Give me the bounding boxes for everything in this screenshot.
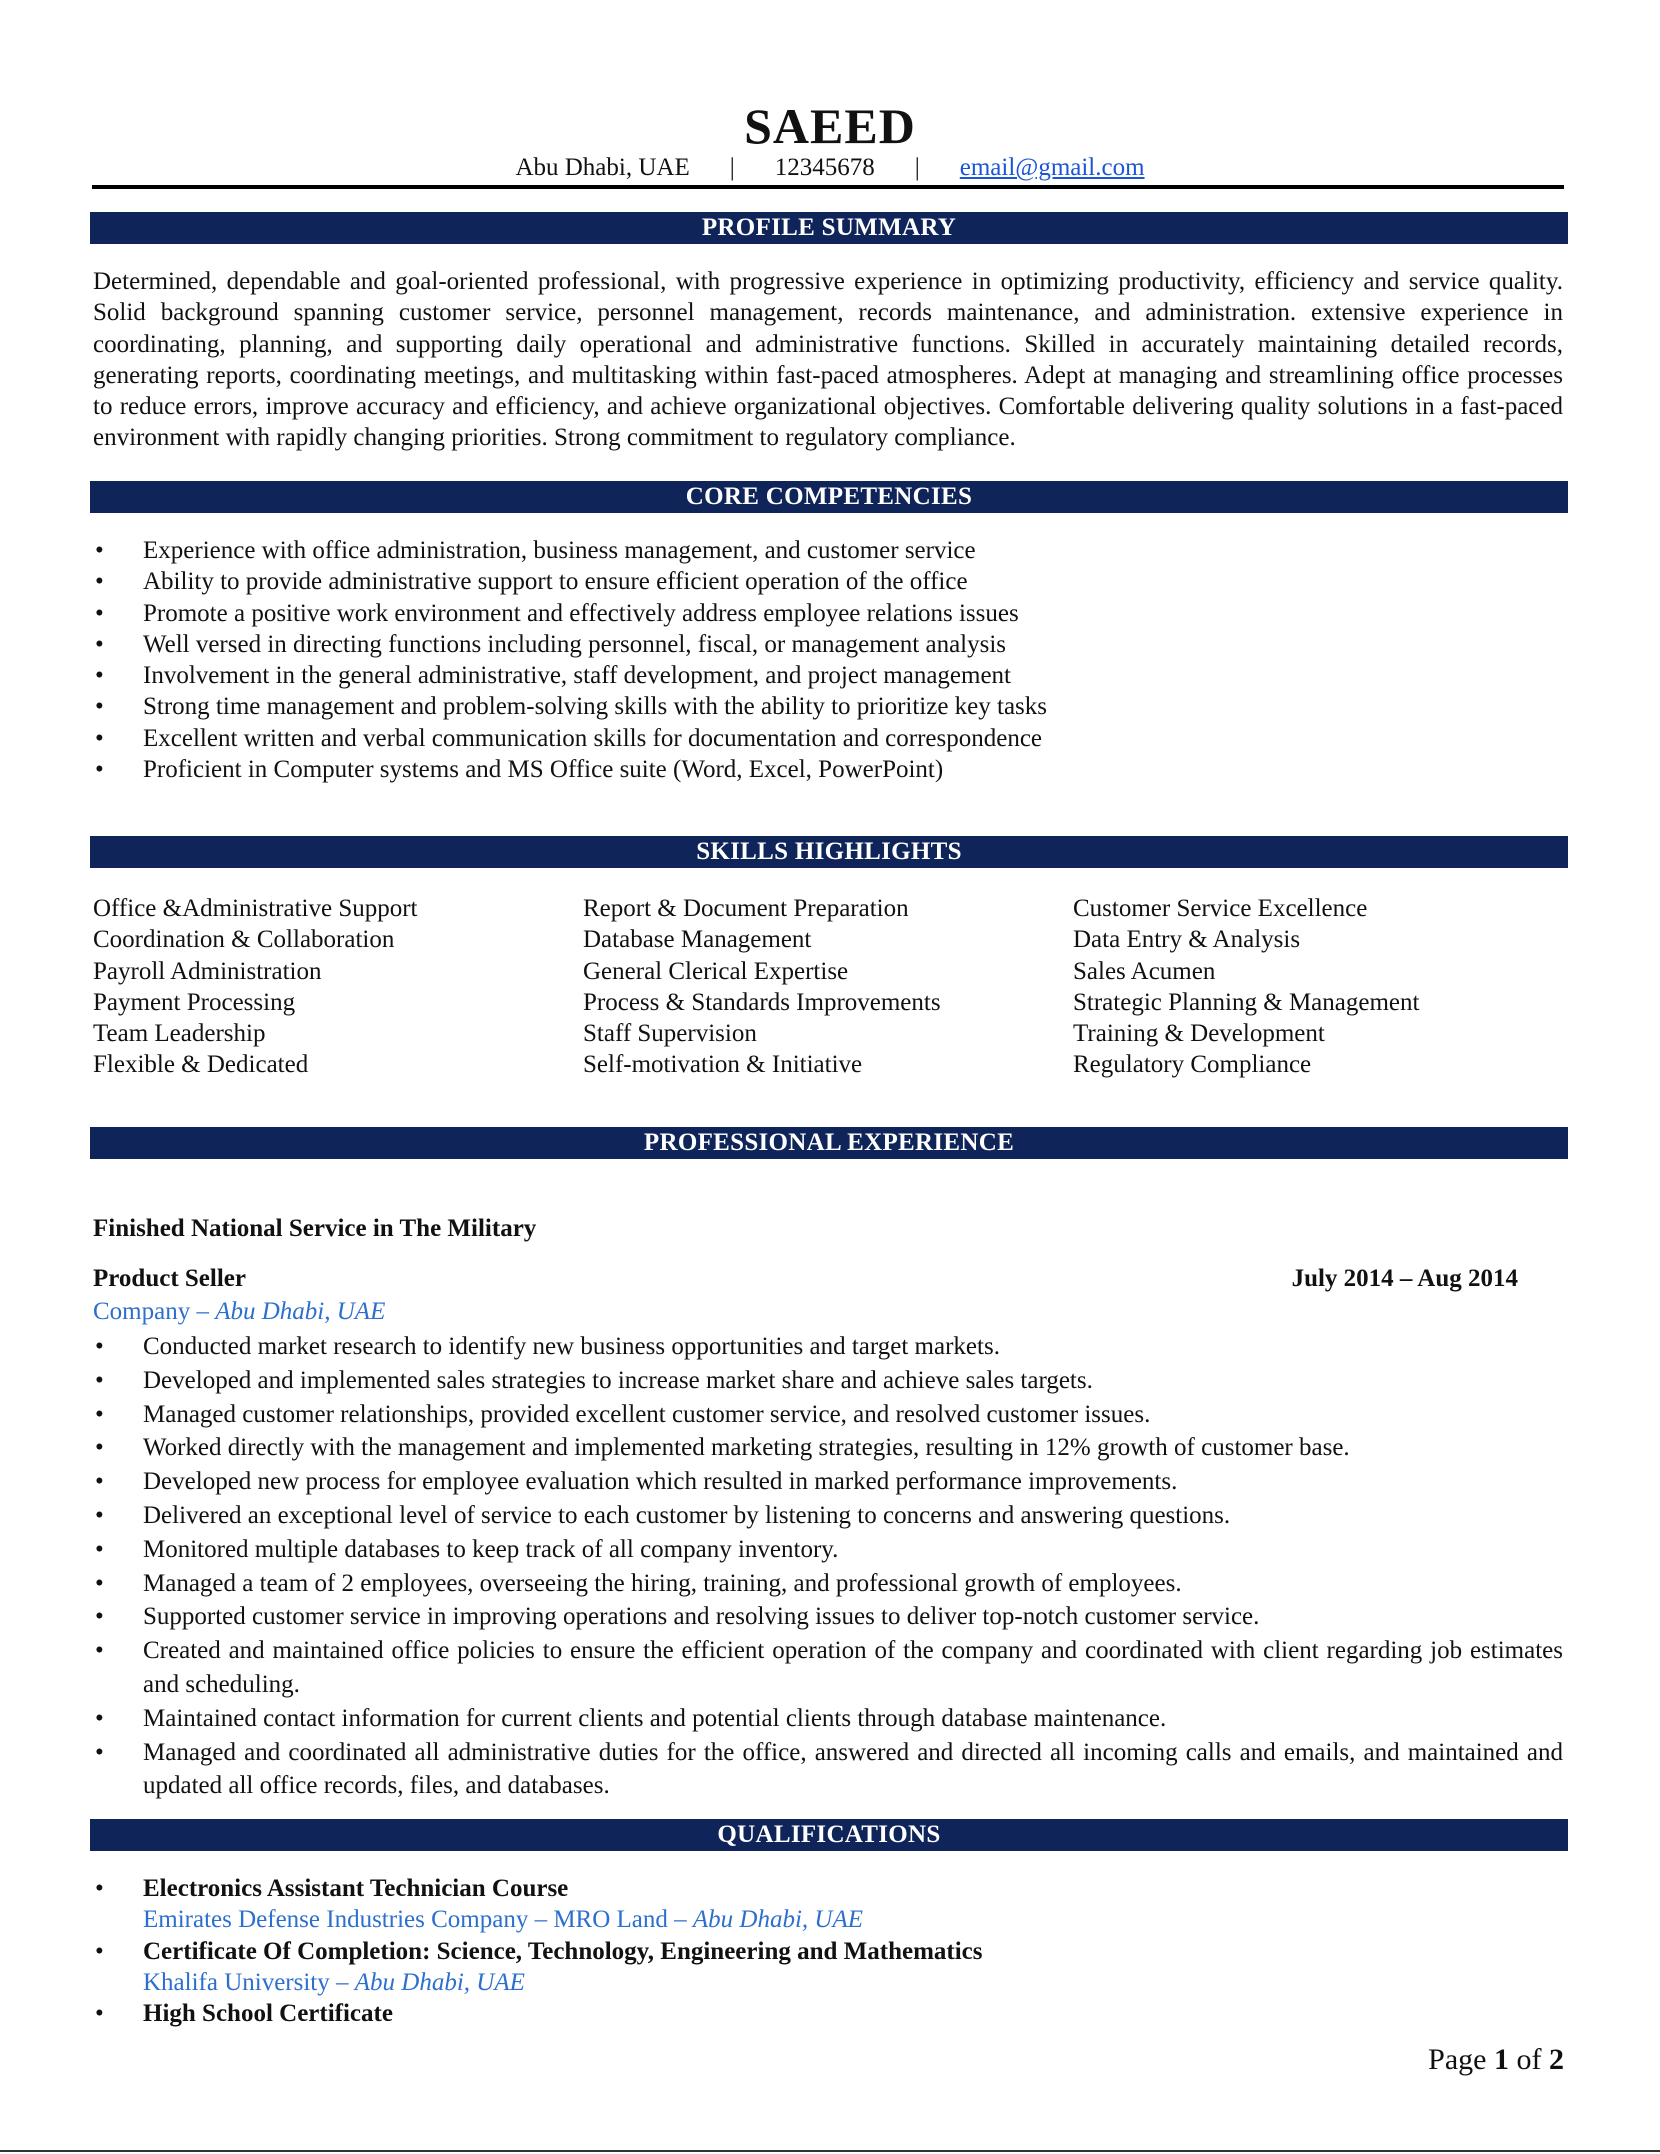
section-heading-profile: PROFILE SUMMARY: [90, 212, 1568, 244]
page-number: Page 1 of 2: [1428, 2043, 1564, 2076]
list-item: • Managed a team of 2 employees, overseeing the hiring, training, and professional growth of employees.: [93, 1567, 1563, 1601]
skill-item: Coordination & Collaboration: [93, 926, 395, 954]
company-location: Abu Dhabi, UAE: [215, 1298, 386, 1325]
skill-item: Flexible & Dedicated: [93, 1051, 309, 1079]
list-item: • Excellent written and verbal communication skills for documentation and correspondence: [93, 723, 1563, 754]
contact-line: [0, 152, 1660, 184]
skill-item: Staff Supervision: [583, 1020, 757, 1048]
list-item: [93, 1873, 1563, 1936]
qualifications-list: [93, 1873, 1563, 2029]
section-heading-skills: SKILLS HIGHLIGHTS: [90, 836, 1568, 868]
list-item: • Developed new process for employee evaluation which resulted in marked performance improvements.: [93, 1465, 1563, 1499]
skill-item: Strategic Planning & Management: [1073, 988, 1420, 1016]
section-heading-competencies: CORE COMPETENCIES: [90, 481, 1568, 513]
skill-item: Data Entry & Analysis: [1073, 926, 1301, 954]
skills-column-1: [93, 893, 583, 1081]
experience-note: Finished National Service in The Military: [93, 1215, 537, 1242]
email-link[interactable]: email@gmail.com: [959, 154, 1145, 181]
phone-text: 12345678: [774, 154, 875, 181]
skill-item: Process & Standards Improvements: [583, 988, 941, 1016]
skill-item: Team Leadership: [93, 1020, 266, 1048]
skills-grid: [93, 893, 1563, 1081]
competencies-list: [93, 535, 1563, 785]
skill-item: Payment Processing: [93, 988, 296, 1016]
list-item: • Involvement in the general administrative, staff development, and project management: [93, 660, 1563, 691]
list-item: • Managed and coordinated all administrative duties for the office, answered and directed all incoming calls and emails, and maintained and updated all office records, files, and databases.: [93, 1736, 1563, 1804]
separator: |: [914, 154, 920, 181]
header-divider: [92, 185, 1564, 189]
list-item: • Developed and implemented sales strategies to increase market share and achieve sales targets.: [93, 1364, 1563, 1398]
qualification-title: • Certificate Of Completion: Science, Technology, Engineering and Mathematics: [143, 1937, 983, 1965]
skill-item: Sales Acumen: [1073, 957, 1216, 985]
list-item: • Conducted market research to identify new business opportunities and target markets.: [93, 1330, 1563, 1364]
list-item: [93, 1998, 1563, 2029]
separator: |: [729, 154, 735, 181]
list-item: • Supported customer service in improving operations and resolving issues to deliver top-notch customer service.: [93, 1600, 1563, 1634]
list-item: • Promote a positive work environment and effectively address employee relations issues: [93, 598, 1563, 629]
profile-summary-text: Determined, dependable and goal-oriented professional, with progressive experience in optimizing productivity, efficiency and service quality. Solid background spanning customer service, personnel management, records maintenance, and administration. extensive experience in coordinating, planning, and supporting daily operational and administrative functions. Skilled in accurately maintaining detailed records, generating reports, coordinating meetings, and multitasking within fast-paced atmospheres. Adept at managing and streamlining office processes to reduce errors, improve accuracy and efficiency, and achieve organizational objectives. Comfortable delivering quality solutions in a fast-paced environment with rapidly changing priorities. Strong commitment to regulatory compliance.: [93, 268, 1563, 452]
list-item: • Maintained contact information for current clients and potential clients through database maintenance.: [93, 1702, 1563, 1736]
skill-item: Training & Development: [1073, 1020, 1325, 1048]
job-title: Product Seller: [93, 1265, 246, 1292]
qualification-title: • Electronics Assistant Technician Course: [143, 1875, 569, 1902]
page-bottom-edge: [0, 2150, 1660, 2152]
list-item: • Well versed in directing functions including personnel, fiscal, or management analysis: [93, 629, 1563, 660]
list-item: • Delivered an exceptional level of service to each customer by listening to concerns and answering questions.: [93, 1499, 1563, 1533]
skills-column-2: [583, 893, 1073, 1081]
company-line: [93, 1296, 385, 1328]
candidate-name: SAEED: [744, 98, 916, 154]
skill-item: General Clerical Expertise: [583, 957, 849, 985]
qualification-location: Abu Dhabi, UAE: [354, 1968, 525, 1996]
list-item: • Ability to provide administrative support to ensure efficient operation of the office: [93, 566, 1563, 597]
skill-item: Database Management: [583, 926, 812, 954]
job-dates: July 2014 – Aug 2014: [1291, 1265, 1518, 1292]
qualification-org: Emirates Defense Industries Company – MRO Land – Abu Dhabi, UAE: [143, 1906, 864, 1934]
company-name: Company –: [93, 1298, 216, 1325]
experience-list: [93, 1330, 1563, 1803]
skills-column-3: [1073, 893, 1563, 1081]
location-text: Abu Dhabi, UAE: [515, 154, 690, 181]
list-item: • Experience with office administration, business management, and customer service: [93, 535, 1563, 566]
list-item: • Proficient in Computer systems and MS Office suite (Word, Excel, PowerPoint): [93, 754, 1563, 785]
qualification-location: Abu Dhabi, UAE: [692, 1906, 864, 1934]
skill-item: Report & Document Preparation: [583, 895, 909, 922]
skill-item: Self-motivation & Initiative: [583, 1051, 863, 1079]
qualification-title: • High School Certificate: [143, 2000, 393, 2028]
skill-item: Payroll Administration: [93, 957, 322, 985]
list-item: • Worked directly with the management and implemented marketing strategies, resulting in 12% growth of customer base.: [93, 1431, 1563, 1465]
list-item: • Monitored multiple databases to keep track of all company inventory.: [93, 1533, 1563, 1567]
section-heading-qualifications: QUALIFICATIONS: [90, 1819, 1568, 1851]
list-item: • Strong time management and problem-solving skills with the ability to prioritize key tasks: [93, 691, 1563, 722]
qualification-org: Khalifa University – Abu Dhabi, UAE: [143, 1968, 525, 1996]
list-item: [93, 1936, 1563, 1999]
skill-item: Customer Service Excellence: [1073, 895, 1368, 922]
list-item: • Created and maintained office policies to ensure the efficient operation of the company and coordinated with client regarding job estimates and scheduling.: [93, 1634, 1563, 1702]
skill-item: Regulatory Compliance: [1073, 1051, 1312, 1079]
section-heading-experience: PROFESSIONAL EXPERIENCE: [90, 1127, 1568, 1159]
list-item: • Managed customer relationships, provided excellent customer service, and resolved customer issues.: [93, 1398, 1563, 1432]
skill-item: Office &Administrative Support: [93, 895, 418, 922]
